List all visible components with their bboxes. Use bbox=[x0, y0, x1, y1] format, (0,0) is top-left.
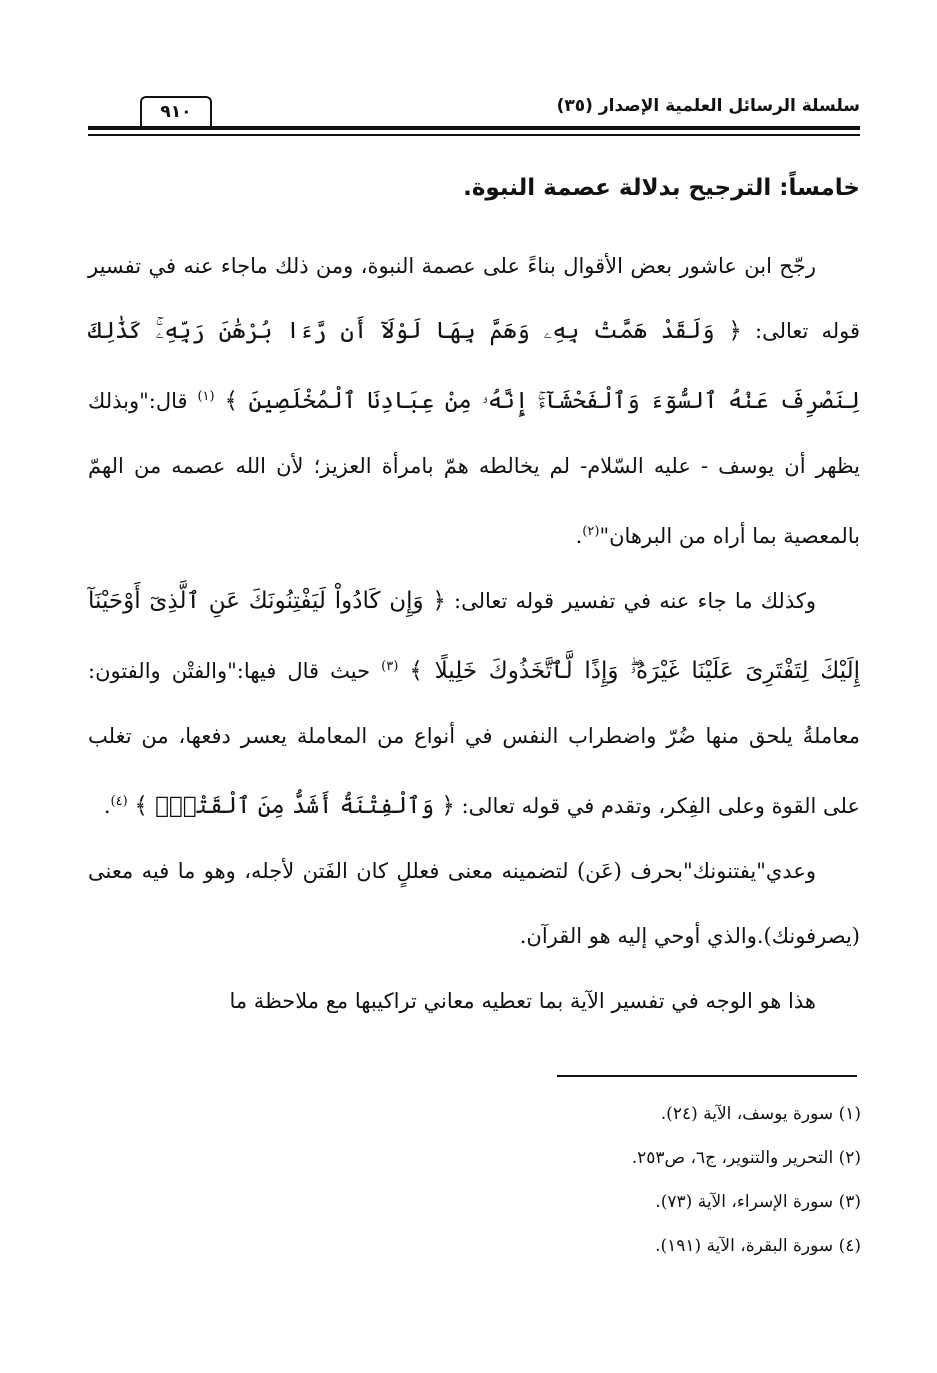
paragraph: هذا هو الوجه في تفسير الآية بما تعطيه معاني تراكيبها مع ملاحظة ما bbox=[229, 989, 816, 1013]
paragraph bbox=[88, 234, 860, 569]
running-header bbox=[88, 96, 860, 142]
footnote-ref: (٤) bbox=[110, 794, 128, 809]
series-title: سلسلة الرسائل العلمية الإصدار (٣٥) bbox=[556, 96, 860, 116]
footnote-separator bbox=[557, 1075, 857, 1077]
paragraph-text: رجّح ابن عاشور بعض الأقوال بناءً على عصمة النبوة، ومن ذلك ماجاء عنه في تفسير قوله تعالى: bbox=[88, 254, 860, 343]
footnotes bbox=[461, 1092, 861, 1268]
footnote-ref: (٣) bbox=[381, 659, 399, 674]
footnote-ref: (١) bbox=[197, 389, 215, 404]
paragraph-text: قال:"وبذلك يظهر أن يوسف - عليه السّلام- لم يخالطه همّ بامرأة العزيز؛ لأن الله عصمه من الهمّ بالمعصية بما أراه من البرهان" bbox=[88, 389, 860, 548]
quran-verse: ﴿ وَإِن كَادُواْ لَيَفْتِنُونَكَ عَنِ ٱلَّذِىٓ أَوْحَيْنَآ إِلَيْكَ لِتَفْتَرِىَ عَلَيْنَا غَيْرَهُۥۖ وَإِذًا لَّٱتَّخَذُوكَ خَلِيلًا ﴾ bbox=[88, 588, 860, 684]
footnote: (٢) التحرير والتنوير، ج٦، ص٢٥٣. bbox=[631, 1148, 861, 1168]
header-rule-thick bbox=[88, 126, 860, 130]
quran-verse: ﴿ وَلَقَدْ هَمَّتْ بِهِۦ وَهَمَّ بِهَا لَوْلَآ أَن رَّءَا بُرْهَٰنَ رَبِّهِۦۚ كَذَٰلِكَ لِنَصْرِفَ عَنْهُ ٱلسُّوٓءَ وَٱلْفَحْشَآءَۚ إِنَّهُۥ مِنْ عِبَادِنَا ٱلْمُخْلَصِينَ ﴾ bbox=[88, 318, 860, 414]
main-text bbox=[88, 168, 860, 1034]
footnote: (٤) سورة البقرة، الآية (١٩١). bbox=[655, 1236, 861, 1256]
footnote: (٣) سورة الإسراء، الآية (٧٣). bbox=[655, 1192, 861, 1212]
footnote: (١) سورة يوسف، الآية (٢٤). bbox=[660, 1104, 861, 1124]
paragraph-text: . bbox=[103, 794, 111, 818]
paragraph bbox=[88, 569, 860, 839]
section-heading: خامساً: الترجيح بدلالة عصمة النبوة. bbox=[463, 175, 860, 201]
paragraph-text: حيث قال فيها:"والفتْن والفتون: معاملةُ يلحق منها ضُرّ واضطراب النفس في أنواع من المعاملة يعسر دفعها، من تغلب على القوة وعلى الفِكر، وتقدم في قوله تعالى: bbox=[88, 659, 860, 818]
header-rule-thin bbox=[88, 134, 860, 136]
paragraph-text: . bbox=[575, 524, 583, 548]
paragraph: وعدي"يفتنونك"بحرف (عَن) لتضمينه معنى فعللٍ كان الفَتن لأجله، وهو ما فيه معنى (يصرفونك).والذي أوحي إليه هو القرآن. bbox=[88, 859, 860, 948]
page-number: ٩١٠ bbox=[140, 96, 212, 126]
footnote-ref: (٢) bbox=[582, 524, 600, 539]
quran-verse: ﴿ وَٱلْفِتْنَةُ أَشَدُّ مِنَ ٱلْقَتْلِۚ ﴾ bbox=[134, 793, 455, 819]
paragraph-text: وكذلك ما جاء عنه في تفسير قوله تعالى: bbox=[445, 589, 816, 613]
